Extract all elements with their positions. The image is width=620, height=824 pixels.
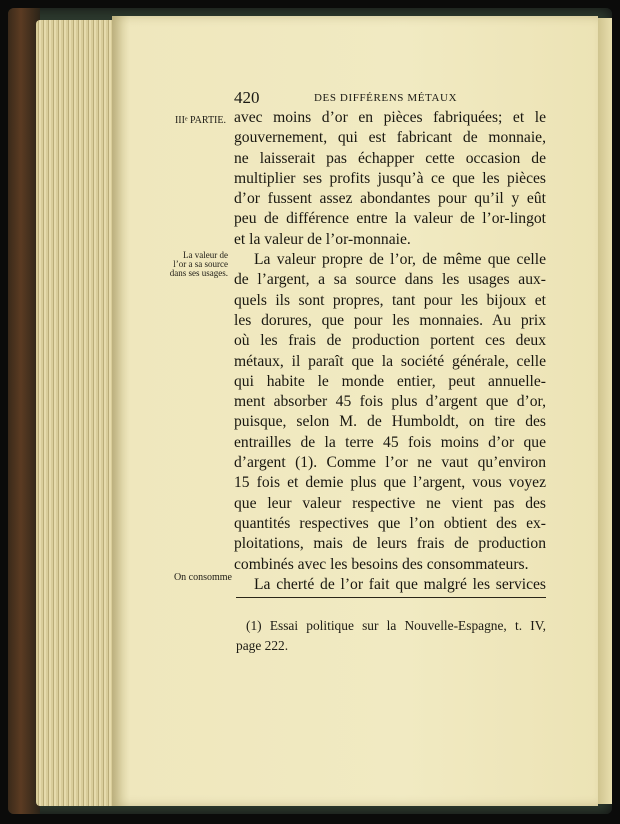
margin-note-consomme: On consomme [173, 572, 232, 583]
text-line: avec moins d’or en pièces fabriquées; et le [234, 109, 546, 126]
text-line: d’or fussent assez abondantes pour qu’il y eût [234, 190, 546, 208]
text-line: les dorures, que pour les monnaies. Au prix [234, 311, 546, 329]
text-line: gouvernement, qui est fabricant de monnaie, [234, 129, 546, 147]
text-line: quantités respectives que l’on obtient des ex- [234, 514, 546, 532]
text-line: quels ils sont propres, tant pour les bijoux et [234, 291, 546, 309]
footnote [236, 616, 546, 656]
text-line: qui habite le monde entier, peut annuelle- [234, 372, 546, 390]
text-line: d’argent (1). Comme l’or ne vaut qu’environ [234, 454, 546, 472]
page-header [234, 90, 546, 108]
footnote-line: (1) Essai politique sur la Nouvelle-Espagne, t. IV, [246, 618, 546, 633]
text-line: combinés avec les besoins des consommateurs. [234, 555, 529, 573]
text-line: 15 fois et demie plus que l’argent, vous voyez [234, 474, 546, 492]
page-stack-edge [36, 20, 116, 806]
text-line: ment absorber 45 fois plus d’argent que d’or, [234, 393, 546, 411]
margin-note-line: dans ses usages. [169, 268, 228, 278]
text-line: peu de différence entre la valeur de l’or-lingot [234, 210, 546, 228]
text-line: La valeur propre de l’or, de même que celle [254, 251, 546, 269]
facing-page-edge [598, 18, 612, 804]
text-line: métaux, il paraît que la société générale, celle [234, 352, 546, 370]
running-title: DES DIFFÉRENS MÉTAUX [314, 92, 458, 104]
text-line: et la valeur de l’or-monnaie. [234, 230, 411, 248]
text-line: puisque, selon M. de Humboldt, on tire des [234, 413, 546, 431]
margin-note-part: IIIᵉ PARTIE. [174, 115, 226, 126]
margin-note-valeur [166, 251, 228, 278]
footnote-line: page 222. [236, 638, 289, 653]
text-line: ne laisserait pas échapper cette occasion de [234, 149, 546, 167]
margin-note-line: l’or a sa source [173, 259, 228, 269]
text-line: où les frais de production portent ces deux [234, 332, 546, 350]
footnote-rule [236, 597, 546, 598]
text-line: multiplier ses profits jusqu’à ce que les pièces [234, 169, 546, 187]
text-line: La cherté de l’or fait que malgré les services [254, 575, 546, 593]
text-line: ploitations, mais de leurs frais de production [234, 535, 546, 553]
text-line: entrailles de la terre 45 fois moins d’or que [234, 433, 546, 451]
text-line: que leur valeur respective ne vient pas des [234, 494, 546, 512]
text-line: de l’argent, a sa source dans les usages aux- [234, 271, 546, 289]
margin-note-line: La valeur de [183, 250, 228, 260]
body-text [234, 108, 546, 595]
page-number: 420 [234, 88, 260, 107]
